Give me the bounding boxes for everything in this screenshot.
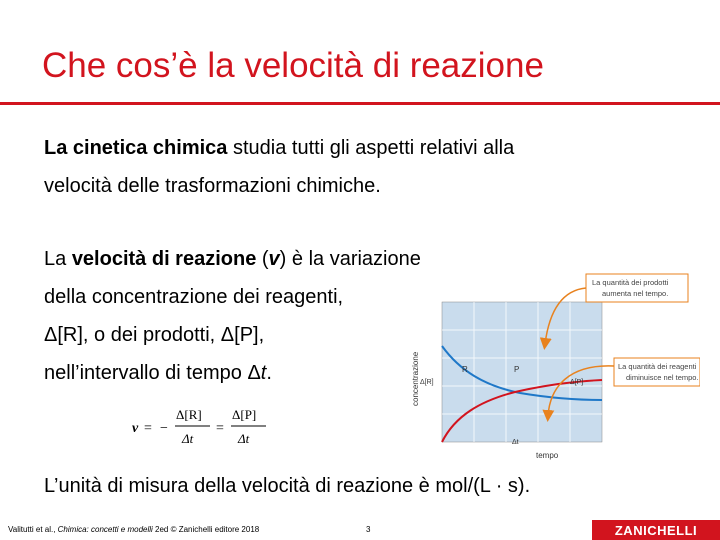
paragraph-kinetics <box>44 129 514 205</box>
paragraph-units: L’unità di misura della velocità di reazione è mol/(L · s). <box>44 475 531 497</box>
footer-book-title: Chimica: concetti e modelli <box>57 525 153 534</box>
label-delta-t: Δt <box>512 439 519 446</box>
callout-products-line1: La quantità dei prodotti <box>592 278 669 287</box>
concentration-time-figure <box>400 266 700 462</box>
rate-mid: ( <box>256 248 269 270</box>
rate-formula <box>128 402 278 450</box>
formula-v: v <box>132 421 139 436</box>
x-axis-label: tempo <box>536 451 559 460</box>
rate-line4-t: t <box>260 362 267 384</box>
label-delta-P: Δ[P] <box>570 379 584 386</box>
label-P: P <box>514 365 520 374</box>
slide-title: Che cos’è la velocità di reazione <box>42 46 544 85</box>
formula-eq2: = <box>216 421 224 436</box>
formula-den1: Δt <box>182 431 194 446</box>
footer-publisher: 2ed © Zanichelli editore 2018 <box>152 525 260 534</box>
formula-equals: = <box>144 421 152 436</box>
term-reaction-rate: velocità di reazione <box>71 248 257 270</box>
kinetics-text-line2: velocità delle trasformazioni chimiche. <box>44 175 381 197</box>
formula-num1: Δ[R] <box>176 407 202 422</box>
footer-author: Valitutti et al., <box>8 525 58 534</box>
kinetics-text: studia tutti gli aspetti relativi alla <box>227 137 515 159</box>
rate-post: ) è la variazione <box>279 248 421 270</box>
title-rule <box>0 102 720 105</box>
rate-line4: nell’intervallo di tempo Δ <box>44 362 261 384</box>
rate-line2: della concentrazione dei reagenti, <box>44 286 344 308</box>
label-delta-R: Δ[R] <box>420 379 434 386</box>
term-chemical-kinetics: La cinetica chimica <box>44 137 228 159</box>
callout-reagents-line1: La quantità dei reagenti <box>618 362 697 371</box>
formula-num2: Δ[P] <box>232 407 257 422</box>
formula-den2: Δt <box>238 431 250 446</box>
paragraph-rate-definition <box>44 240 421 392</box>
formula-minus: − <box>160 421 168 436</box>
zanichelli-logo: ZANICHELLI <box>592 520 720 540</box>
rate-line3: Δ[R], o dei prodotti, Δ[P], <box>44 324 265 346</box>
rate-line4-end: . <box>266 362 272 384</box>
rate-symbol: v <box>268 248 280 270</box>
label-R: R <box>462 365 468 374</box>
page-number: 3 <box>366 525 371 534</box>
rate-pre: La <box>44 248 72 270</box>
callout-reagents-line2: diminuisce nel tempo. <box>626 373 699 382</box>
footer-citation <box>8 525 259 534</box>
y-axis-label: concentrazione <box>411 351 420 406</box>
callout-products-line2: aumenta nel tempo. <box>602 289 669 298</box>
